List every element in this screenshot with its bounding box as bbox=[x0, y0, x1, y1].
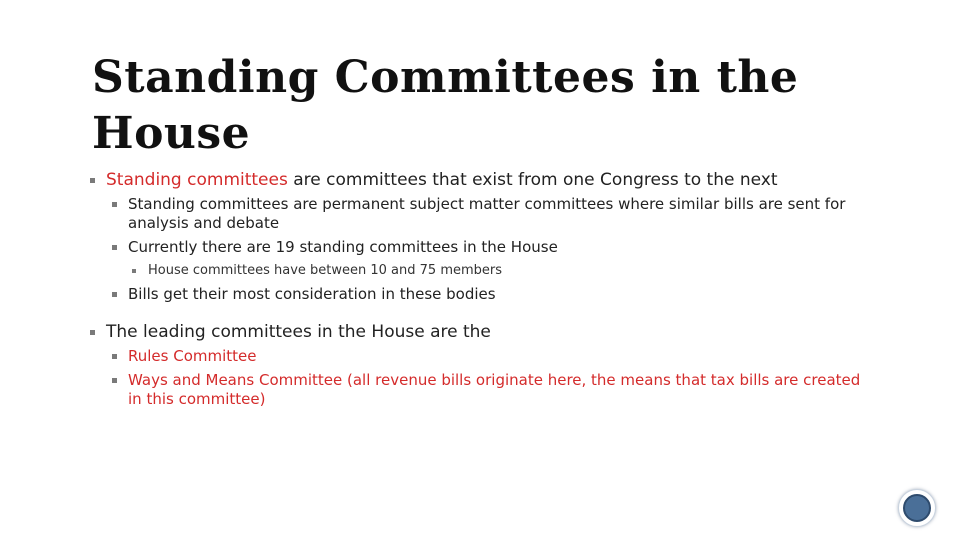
bullet-text: Currently there are 19 standing committees in the House bbox=[128, 238, 558, 256]
bullet-text: Bills get their most consideration in these bodies bbox=[128, 285, 496, 303]
bullet-marker bbox=[112, 202, 117, 207]
bullet-marker bbox=[90, 330, 95, 335]
highlight-term: Standing committees bbox=[106, 170, 288, 190]
bullet-marker bbox=[112, 378, 117, 383]
sub-bullet-count bbox=[112, 238, 870, 257]
bullet-text: are committees that exist from one Congress to the next bbox=[287, 170, 778, 190]
circle-nav-icon bbox=[903, 494, 931, 522]
bullet-leading-committees bbox=[90, 320, 870, 344]
sub-bullet-ways-means bbox=[112, 371, 870, 409]
bullet-marker bbox=[112, 354, 117, 359]
bullet-marker bbox=[90, 178, 95, 183]
sub-bullet-permanent bbox=[112, 195, 870, 233]
bullet-text: Ways and Means Committee (all revenue bills originate here, the means that tax bills are created in this committee) bbox=[128, 371, 861, 408]
bullet-text: Standing committees are permanent subject matter committees where similar bills are sent for analysis and debate bbox=[128, 195, 846, 232]
slide-content bbox=[90, 168, 870, 414]
bullet-text: Rules Committee bbox=[128, 347, 257, 365]
sub-sub-bullet-members bbox=[132, 262, 870, 280]
bullet-text: House committees have between 10 and 75 members bbox=[148, 263, 503, 278]
slide-nav-button[interactable] bbox=[898, 489, 936, 527]
bullet-marker bbox=[112, 245, 117, 250]
slide-title: Standing Committees in the House bbox=[92, 52, 799, 159]
sub-bullet-consideration bbox=[112, 285, 870, 304]
bullet-standing-committees bbox=[90, 168, 870, 192]
sub-bullet-rules bbox=[112, 347, 870, 366]
bullet-text: The leading committees in the House are the bbox=[106, 322, 491, 342]
spacer bbox=[90, 309, 870, 320]
bullet-marker bbox=[112, 292, 117, 297]
bullet-marker bbox=[132, 269, 136, 273]
